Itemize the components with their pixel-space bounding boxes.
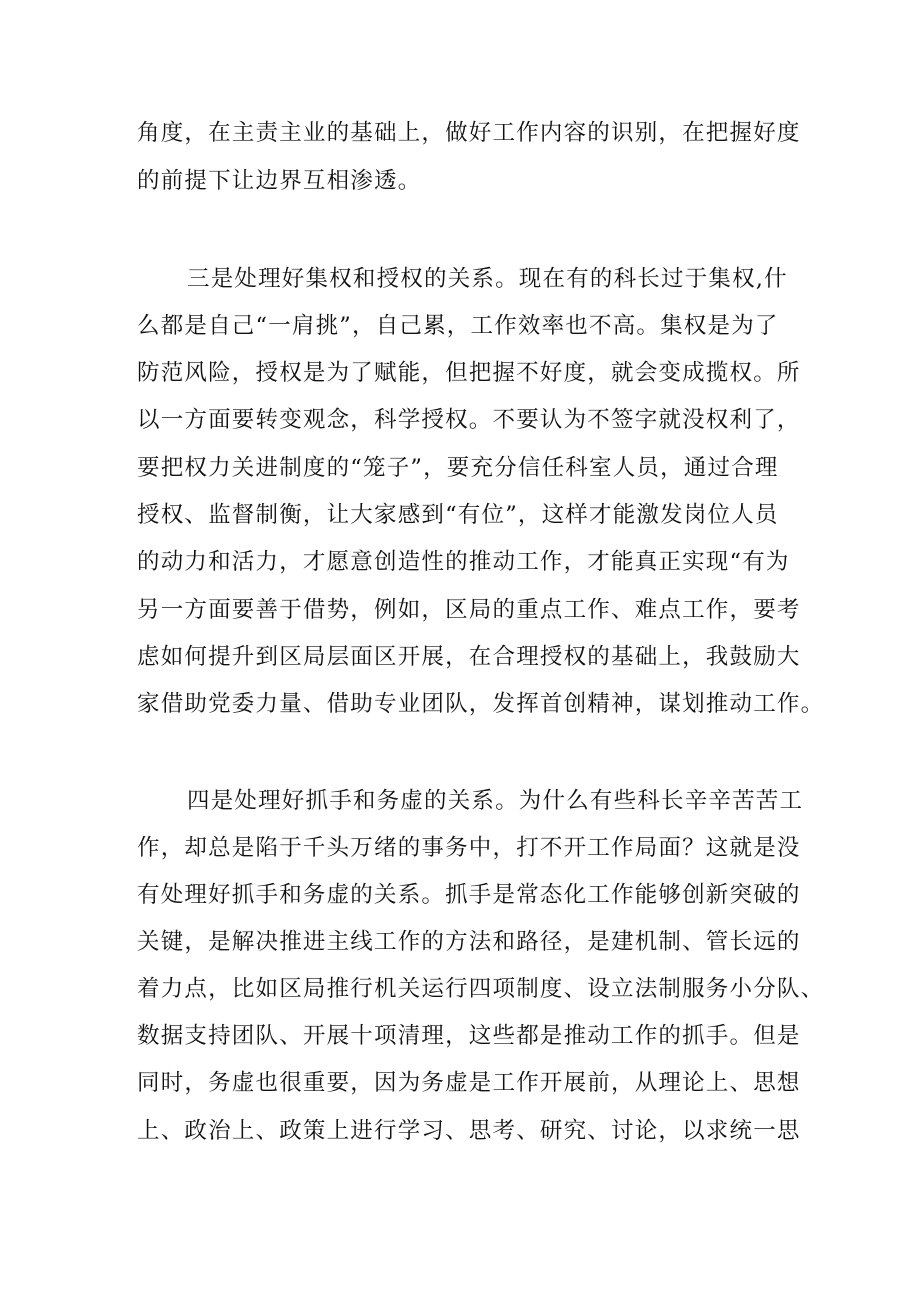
text-line: 三是处理好集权和授权的关系。现在有的科长过于集权,什 <box>187 266 788 292</box>
text-line: 着力点，比如区局推行机关运行四项制度、设立法制服务小分队、 <box>137 976 825 1002</box>
text-line: 同时，务虚也很重要，因为务虚是工作开展前，从理论上、思想 <box>137 1070 801 1096</box>
text-line: 有处理好抓手和务虚的关系。抓手是常态化工作能够创新突破的 <box>137 882 801 908</box>
text-line: 家借助党委力量、借助专业团队，发挥首创精神，谋划推动工作。 <box>137 691 825 717</box>
text-line: 以一方面要转变观念，科学授权。不要认为不签字就没权利了， <box>137 407 801 433</box>
text-line: 么都是自己“一肩挑”，自己累，工作效率也不高。集权是为了 <box>137 313 779 339</box>
text-line: 关键，是解决推进主线工作的方法和路径，是建机制、管长远的 <box>137 929 801 955</box>
text-line: 授权、监督制衡，让大家感到“有位”，这样才能激发岗位人员 <box>137 502 779 528</box>
text-line: 上、政治上、政策上进行学习、思考、研究、讨论，以求统一思 <box>137 1118 801 1144</box>
text-line: 虑如何提升到区局层面区开展，在合理授权的基础上，我鼓励大 <box>137 644 801 670</box>
text-line: 四是处理好抓手和务虚的关系。为什么有些科长辛辛苦苦工 <box>187 788 804 814</box>
text-line: 要把权力关进制度的“笼子”，要充分信任科室人员，通过合理 <box>137 455 779 481</box>
text-line: 的前提下让边界互相渗透。 <box>137 168 422 194</box>
text-line: 另一方面要善于借势，例如，区局的重点工作、难点工作，要考 <box>137 597 801 623</box>
text-line: 数据支持团队、开展十项清理，这些都是推动工作的抓手。但是 <box>137 1023 801 1049</box>
text-line: 的动力和活力，才愿意创造性的推动工作，才能真正实现“有为 <box>137 549 790 575</box>
text-line: 防范风险，授权是为了赋能，但把握不好度，就会变成揽权。所 <box>137 360 801 386</box>
text-line: 角度，在主责主业的基础上，做好工作内容的识别，在把握好度 <box>137 120 801 146</box>
text-line: 作，却总是陷于千头万绪的事务中，打不开工作局面？这就是没 <box>137 835 801 861</box>
